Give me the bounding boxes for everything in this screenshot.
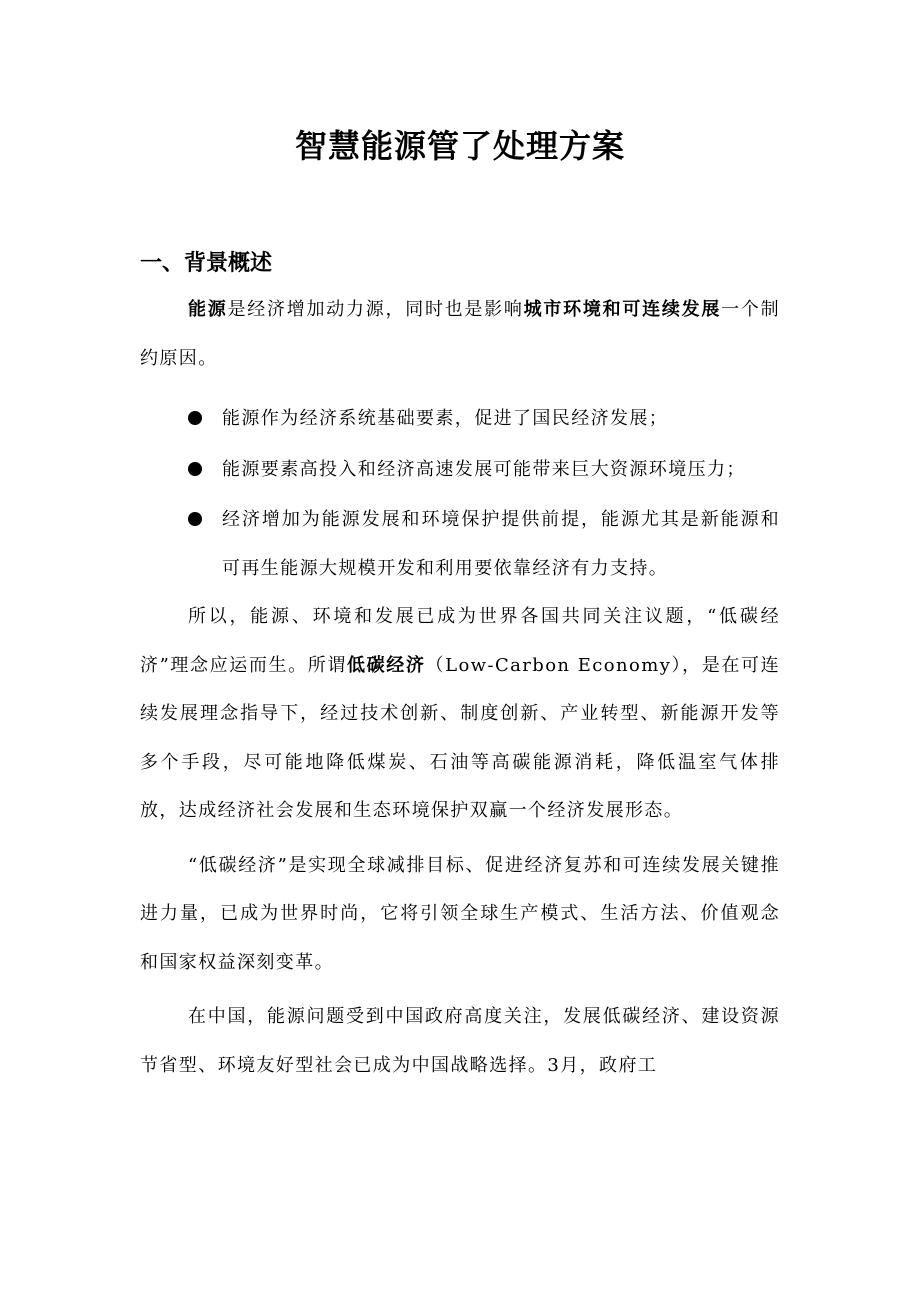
bold-term-energy: 能源 <box>188 299 228 320</box>
lowcarbon-text-1: 所以，能源、环境和发展已成为世界各国共同关注议题，“低碳经济”理念应运而生。所谓 <box>140 606 780 676</box>
intro-paragraph <box>140 286 780 383</box>
intro-text-1: 是经济增加动力源，同时也是影响 <box>227 299 524 320</box>
bullet-list <box>140 395 780 593</box>
lowcarbon-text-2: （Low-Carbon Economy），是在可连续发展理念指导下，经过技术创新、制度创新、产业转型、新能源开发等多个手段，尽可能地降低煤炭、石油等高碳能源消耗，降低温室气体排放，达成经济社会发展和生态环境保护双赢一个经济发展形态。 <box>140 654 780 821</box>
document-page <box>140 0 780 1302</box>
bold-term-city-environment: 城市环境和可连续发展 <box>523 299 722 320</box>
bullet-item <box>222 496 780 593</box>
bullet-dot-icon <box>188 411 202 425</box>
bold-term-low-carbon-economy: 低碳经济 <box>347 654 426 676</box>
intro-text-2: 一个制约原因。 <box>140 299 781 369</box>
bullet-item <box>222 446 780 495</box>
document-title: 智慧能源管了处理方案 <box>294 127 625 165</box>
bullet-text: 经济增加为能源发展和环境保护提供前提，能源尤其是新能源和可再生能源大规模开发和利用要依靠经济有力支持。 <box>222 509 780 579</box>
bullet-item <box>222 395 780 444</box>
bullet-dot-icon <box>188 512 202 526</box>
china-paragraph: 在中国，能源问题受到中国政府高度关注，发展低碳经济、建设资源节省型、环境友好型社会已成为中国战略选择。3月，政府工 <box>140 1006 780 1076</box>
trend-paragraph: “低碳经济”是实现全球减排目标、促进经济复苏和可连续发展关键推进力量，已成为世界时尚，它将引领全球生产模式、生活方法、价值观念和国家权益深刻变革。 <box>140 854 780 973</box>
lowcarbon-paragraph <box>140 593 780 836</box>
section-body <box>140 286 780 1090</box>
bullet-dot-icon <box>188 462 202 476</box>
bullet-text: 能源作为经济系统基础要素，促进了国民经济发展； <box>222 408 669 429</box>
bullet-text: 能源要素高投入和经济高速发展可能带来巨大资源环境压力； <box>222 458 746 480</box>
section-heading: 一、背景概述 <box>140 251 273 276</box>
